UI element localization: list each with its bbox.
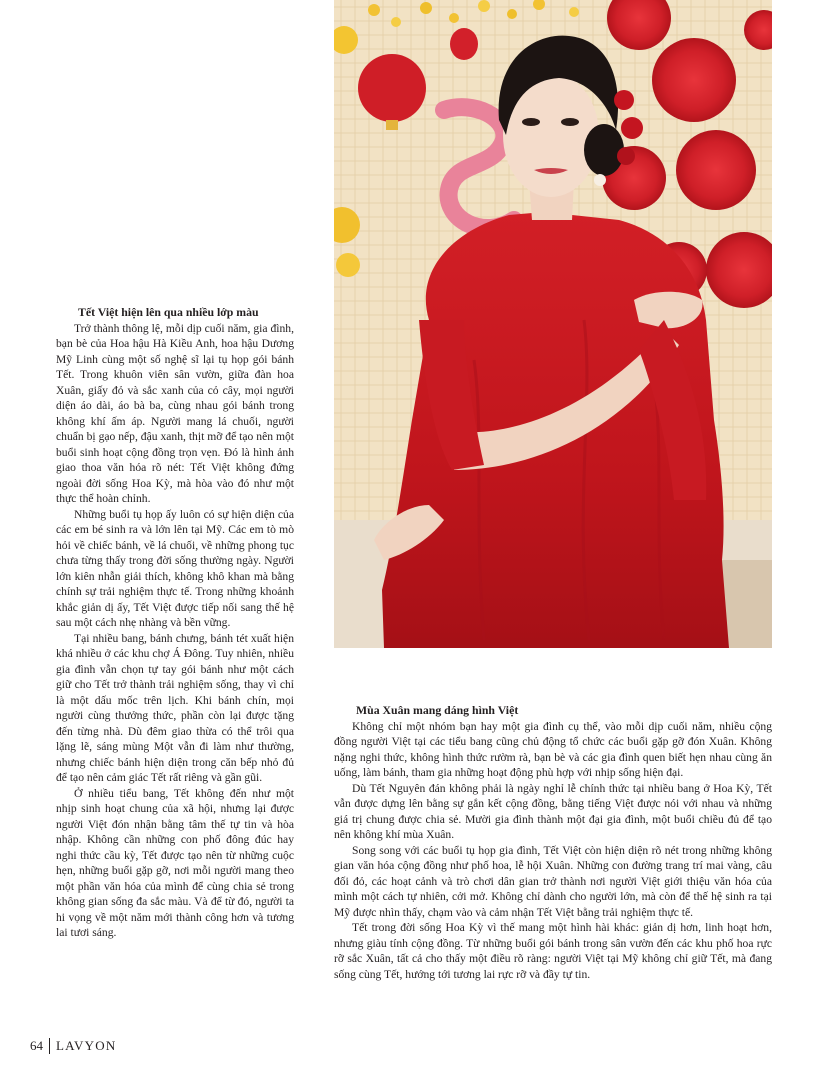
body-paragraph: Tại nhiều bang, bánh chưng, bánh tét xuất hiện khá nhiều ở các khu chợ Á Đông. Tuy nhiên, nhiều gia đình vẫn chọn tự tay gói bánh như một cách giữ cho Tết trở thành trải nghiệm sống, thay vì chỉ là một dấu mốc trên lịch. Khi bánh chín, mọi người cùng thưởng thức, phần còn lại được tặng đến từng nhà. Dù đêm giao thừa có thể trôi qua lặng lẽ, sáng mùng Một vẫn đi làm như thường, nhưng chiếc bánh hiện diện trong căn bếp nhỏ đủ để tạo nên cảm giác Tết rất riêng và gần gũi. [56,631,294,784]
page-footer [30,1036,116,1056]
body-paragraph: Ở nhiều tiểu bang, Tết không đến như một nhịp sinh hoạt chung của xã hội, nhưng lại được người Việt đón nhận bằng tâm thế tự tin và hòa nhập. Không cần những con phố đông đúc hay nghi thức cầu kỳ, Tết được tạo nên từ những cuộc hẹn, những buổi gặp gỡ, nơi mỗi người mang theo một phần văn hóa của mình để cùng chia sẻ trong không gian sống đa sắc màu. Và để từ đó, người ta hi vọng về một năm mới thành công hơn và tương lai tươi sáng. [56,786,294,939]
body-paragraph: Trở thành thông lệ, mỗi dịp cuối năm, gia đình, bạn bè của Hoa hậu Hà Kiều Anh, hoa hậu Dương Mỹ Linh cùng một số nghệ sĩ lại tụ họp gói bánh Tết. Trong khuôn viên sân vườn, giữa đàn hoa Xuân, giấy đỏ và sắc xanh của cỏ cây, mọi người diện áo dài, áo bà ba, cùng nhau gói bánh trong không khí ấm áp. Người mang lá chuối, người chuẩn bị gạo nếp, đậu xanh, thịt mỡ để tạo nên một buổi sinh hoạt cộng đồng trọn vẹn. Đó là hình ảnh giao thoa văn hóa rõ nét: Tết Việt không đứng ngoài đời sống Hoa Kỳ, mà hòa vào đó như một thực thể hoàn chỉnh. [56,321,294,505]
body-paragraph: Tết trong đời sống Hoa Kỳ vì thế mang một hình hài khác: giản dị hơn, linh hoạt hơn, nhưng giàu tính cộng đồng. Từ những buổi gói bánh trong sân vườn đến các khu phố hoa rực rỡ sắc Xuân, tất cả cho thấy một điều rõ ràng: người Việt tại Mỹ không chỉ giữ Tết, mà đang sống cùng Tết, hướng tới tương lai rực rỡ và đầy tự tin. [334,921,772,981]
footer-divider [49,1038,50,1054]
woman-in-red-ao-dai-photo [334,0,772,648]
section-heading: Mùa Xuân mang dáng hình Việt [356,703,519,717]
page-number: 64 [30,1038,43,1053]
feature-photo [334,0,772,648]
left-article-column [56,305,294,941]
body-paragraph: Những buổi tụ họp ấy luôn có sự hiện diện của các em bé sinh ra và lớn lên tại Mỹ. Các em tò mò hỏi về chiếc bánh, về lá chuối, về những phong tục chưa từng thấy trong đời sống thường ngày. Người lớn kiên nhẫn giải thích, không khô khan mà bằng chính sự trải nghiệm thực tế. Trong những khoảnh khắc giản dị ấy, Tết Việt được tiếp nối sang thế hệ sau một cách nhẹ nhàng và bền vững. [56,507,294,629]
right-article-column [334,703,772,982]
body-paragraph: Dù Tết Nguyên đán không phải là ngày nghỉ lễ chính thức tại nhiều bang ở Hoa Kỳ, Tết vẫn được dựng lên bằng sự gắn kết cộng đồng, bằng tiếng Việt được nói với nhau và những giá trị chung được chia sẻ. Mười gia đình thành một đại gia đình, một buổi chiều đủ để tạo nên không khí mùa Xuân. [334,781,772,841]
body-paragraph: Không chỉ một nhóm bạn hay một gia đình cụ thể, vào mỗi dịp cuối năm, nhiều cộng đồng người Việt tại các tiểu bang cũng chủ động tổ chức các buổi gặp gỡ đón Xuân. Không nặng nghi thức, không hình thức rườm rà, bạn bè và các gia đình quen biết hẹn nhau cùng ăn uống, làm bánh, tham gia những hoạt động phù hợp với nhịp sống hiện đại. [334,719,772,779]
section-heading: Tết Việt hiện lên qua nhiều lớp màu [78,305,259,319]
body-paragraph: Song song với các buổi tụ họp gia đình, Tết Việt còn hiện diện rõ nét trong những không gian văn hóa cộng đồng như phố hoa, lễ hội Xuân. Những con đường trang trí mai vàng, câu đối đỏ, các hoạt cảnh và trò chơi dân gian trở thành nơi người Việt giới thiệu văn hóa của mình một cách tự nhiên, cởi mở. Không chỉ dành cho người lớn, mà còn để thế hệ sinh ra tại Mỹ được nhìn thấy, chạm vào và cảm nhận Tết Việt bằng trải nghiệm thực tế. [334,843,772,919]
magazine-brand: LAVYON [56,1038,117,1053]
